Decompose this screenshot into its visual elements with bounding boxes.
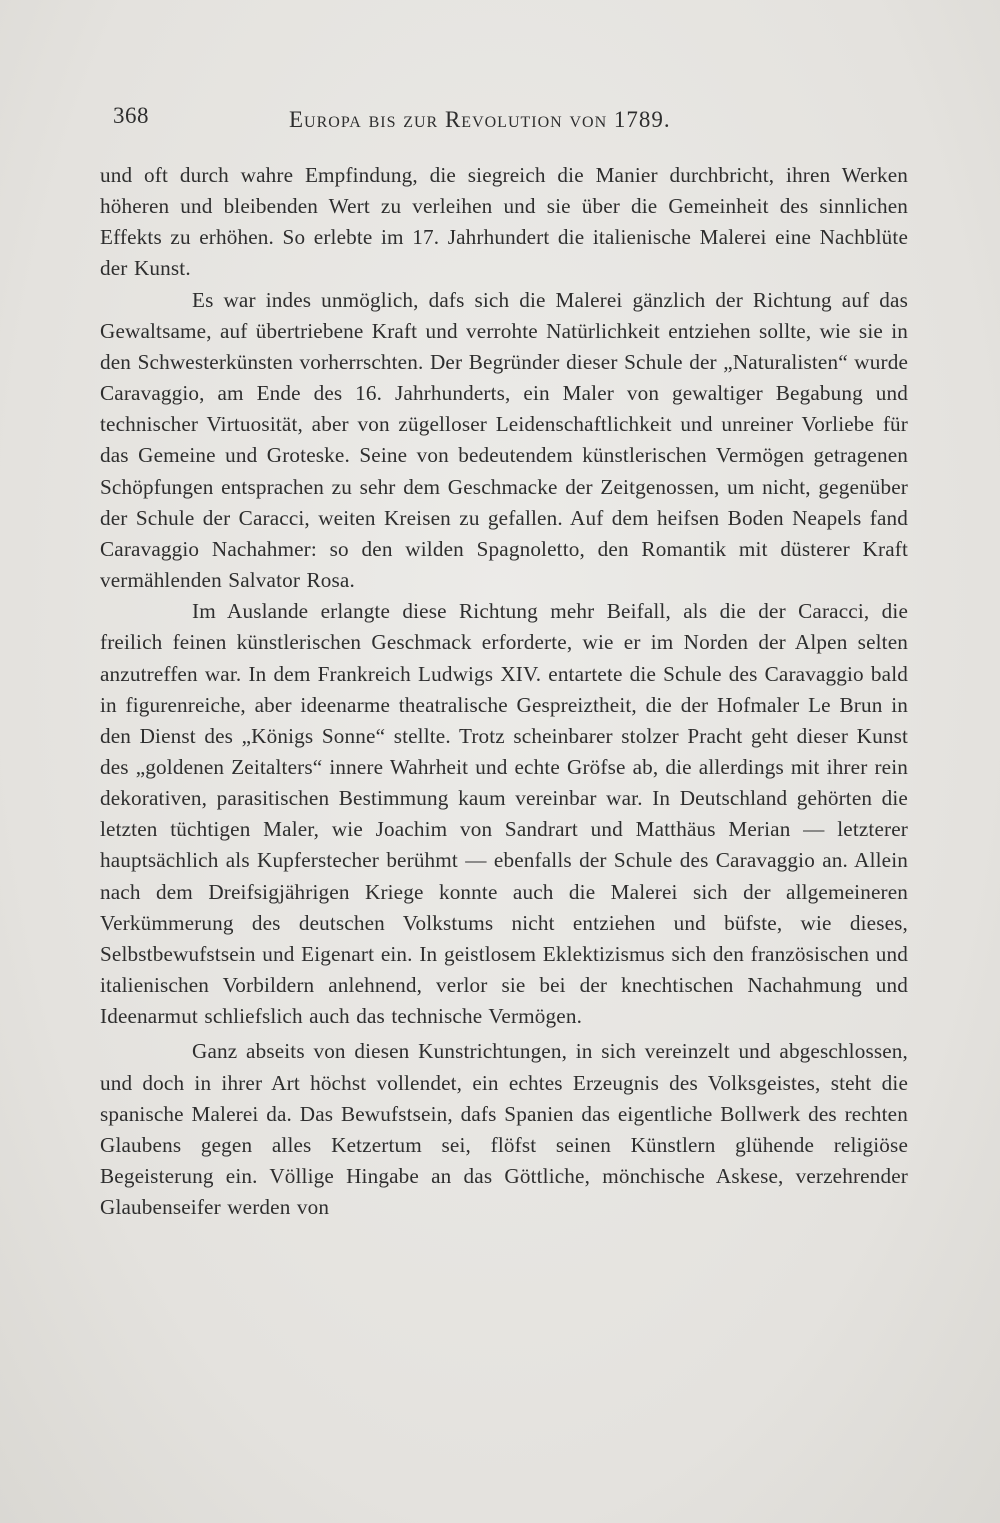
page-header — [113, 103, 733, 143]
paragraph-1: und oft durch wahre Empfindung, die siegreich die Manier durchbricht, ihren Werken höheren und bleibenden Wert zu verleihen und sie über die Gemeinheit des sinnlichen Effekts zu erhöhen. So erlebte im 17. Jahrhundert die italienische Malerei eine Nachblüte der Kunst. — [100, 163, 908, 281]
running-title: Europa bis zur Revolution von 1789. — [289, 107, 671, 132]
page-number: 368 — [113, 103, 149, 128]
paragraph-2: Es war indes unmöglich, dafs sich die Malerei gänzlich der Richtung auf das Gewaltsame, auf übertriebene Kraft und verrohte Natürlichkeit entziehen sollte, wie sie in den Schwesterkünsten vorherrschten. Der Begründer dieser Schule der „Naturalisten“ wurde Caravaggio, am Ende des 16. Jahrhunderts, ein Maler von gewaltiger Begabung und technischer Virtuosität, aber von zügelloser Leidenschaftlichkeit und unreiner Vorliebe für das Gemeine und Groteske. Seine von bedeutendem künstlerischen Vermögen getragenen Schöpfungen entsprachen zu sehr dem Geschmacke der Zeitgenossen, um nicht, gegenüber der Schule der Caracci, weiten Kreisen zu gefallen. Auf dem heifsen Boden Neapels fand Caravaggio Nachahmer: so den wilden Spagnoletto, den Romantik mit düsterer Kraft vermählenden Salvator Rosa. — [100, 287, 908, 593]
paragraph-4: Ganz abseits von diesen Kunstrichtungen, in sich vereinzelt und abgeschlossen, und doch in ihrer Art höchst vollendet, ein echtes Erzeugnis des Volksgeistes, steht die spanische Malerei da. Das Bewufstsein, dafs Spanien das eigentliche Bollwerk des rechten Glaubens gegen alles Ketzertum sei, flöfst seinen Künstlern glühende religiöse Begeisterung ein. Völlige Hingabe an das Göttliche, mönchische Askese, verzehrender Glaubenseifer werden von — [100, 1039, 908, 1220]
paragraph-3: Im Auslande erlangte diese Richtung mehr Beifall, als die der Caracci, die freilich feinen künstlerischen Geschmack erforderte, wie er im Norden der Alpen selten anzutreffen war. In dem Frankreich Ludwigs XIV. entartete die Schule des Caravaggio bald in figurenreiche, aber ideenarme theatralische Gespreiztheit, die der Hofmaler Le Brun in den Dienst des „Königs Sonne“ stellte. Trotz scheinbarer stolzer Pracht geht dieser Kunst des „goldenen Zeitalters“ innere Wahrheit und echte Gröfse ab, die allerdings mit ihrer rein dekorativen, parasitischen Bestimmung kaum vereinbar war. In Deutschland gehörten die letzten tüchtigen Maler, wie Joachim von Sandrart und Matthäus Merian — letzterer hauptsächlich als Kupferstecher berühmt — ebenfalls der Schule des Caravaggio an. Allein nach dem Dreifsigjährigen Kriege konnte auch die Malerei sich der allgemeineren Verkümmerung des deutschen Volkstums nicht entziehen und büfste, wie dieses, Selbstbewufstsein und Eigenart ein. In geistlosem Eklektizismus sich den französischen und italienischen Vorbildern anlehnend, verlor sie bei der knechtischen Nachahmung und Ideenarmut schliefslich auch das technische Vermögen. — [100, 599, 908, 1029]
body-text — [100, 160, 908, 1380]
